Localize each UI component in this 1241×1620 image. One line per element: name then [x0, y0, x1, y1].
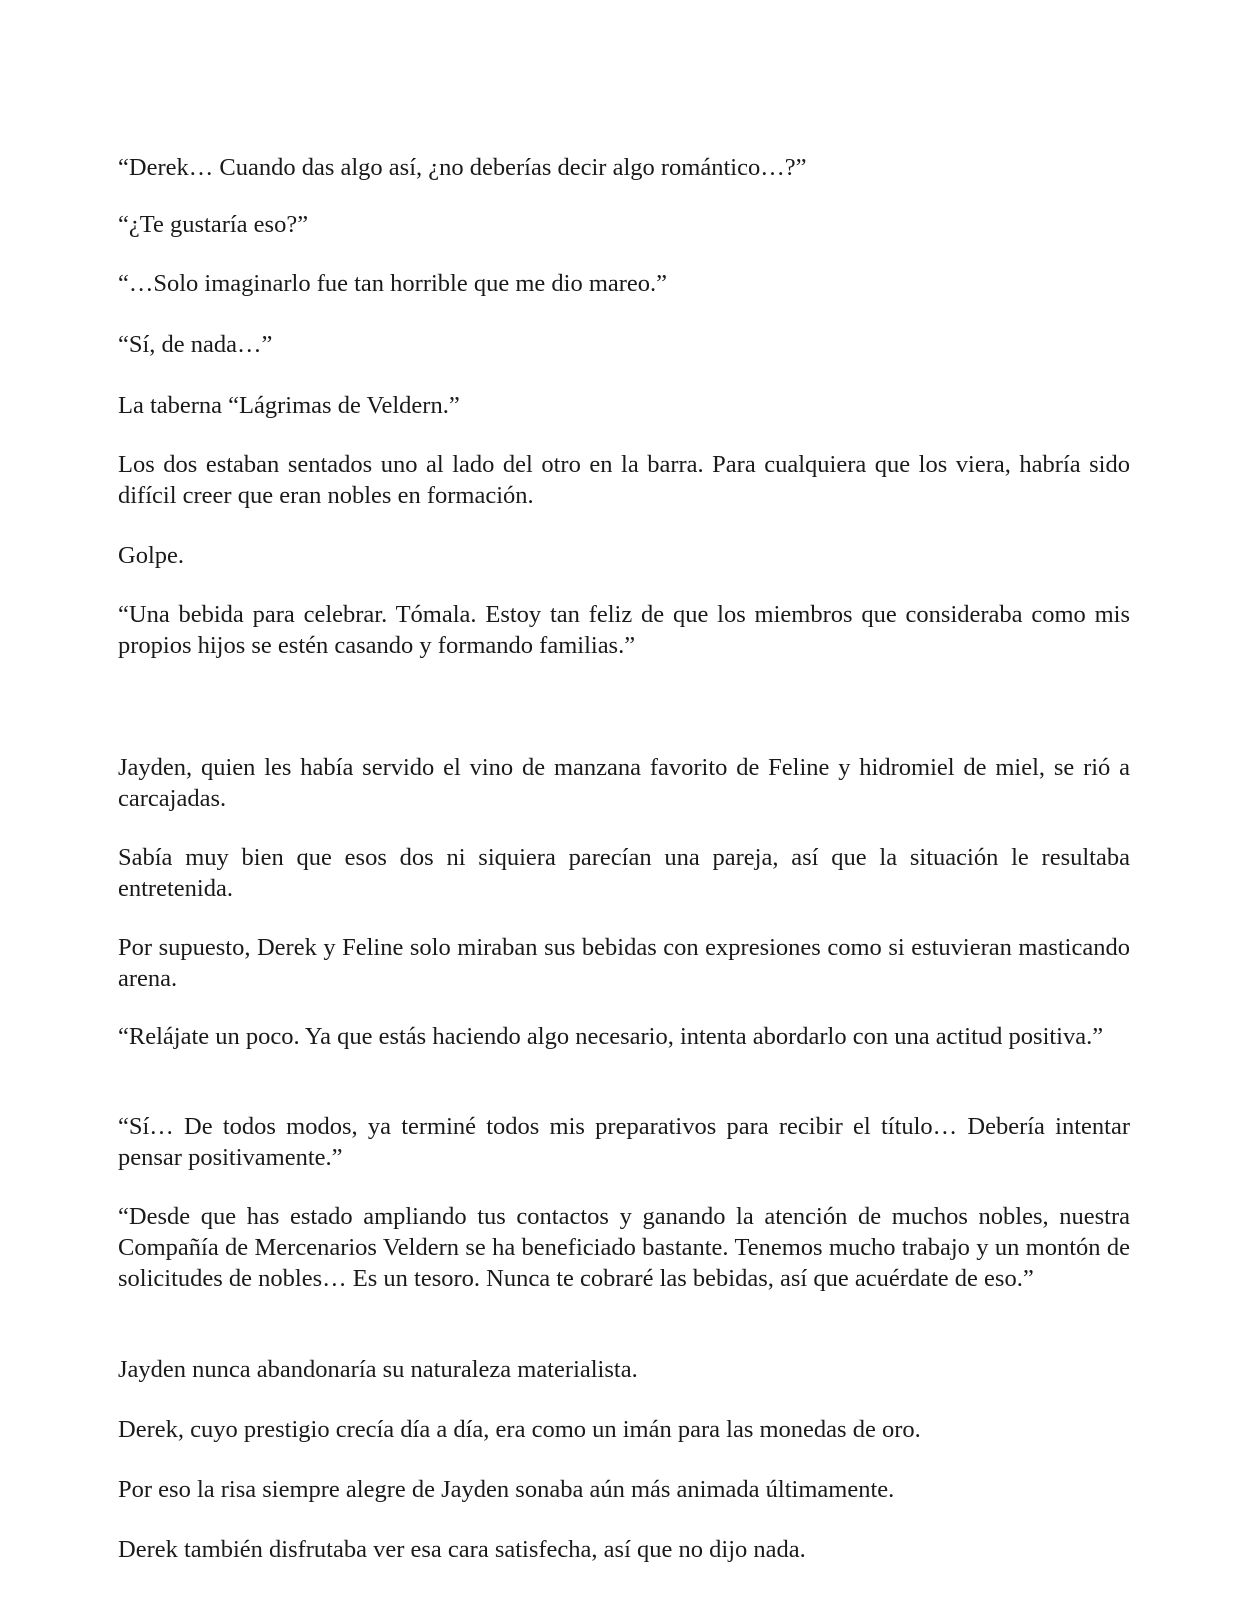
- paragraph-9: Jayden, quien les había servido el vino de manzana favorito de Feline y hidromiel de miel, se rió a carcajadas.: [118, 754, 1130, 812]
- paragraph-5: La taberna “Lágrimas de Veldern.”: [118, 392, 460, 419]
- paragraph-4: “Sí, de nada…”: [118, 331, 273, 358]
- paragraph-18: Derek también disfrutaba ver esa cara satisfecha, así que no dijo nada.: [118, 1536, 806, 1563]
- paragraph-14: “Desde que has estado ampliando tus contactos y ganando la atención de muchos nobles, nuestra Compañía de Mercenarios Veldern se ha beneficiado bastante. Tenemos mucho trabajo y un montón de solicitudes de nobles… Es un tesoro. Nunca te cobraré las bebidas, así que acuérdate de eso.”: [118, 1203, 1130, 1292]
- paragraph-17: Por eso la risa siempre alegre de Jayden sonaba aún más animada últimamente.: [118, 1476, 895, 1503]
- paragraph-3: “…Solo imaginarlo fue tan horrible que me dio mareo.”: [118, 270, 668, 297]
- paragraph-6: Los dos estaban sentados uno al lado del otro en la barra. Para cualquiera que los viera, habría sido difícil creer que eran nobles en formación.: [118, 451, 1130, 509]
- paragraph-12: “Relájate un poco. Ya que estás haciendo algo necesario, intenta abordarlo con una actitud positiva.”: [118, 1023, 1104, 1050]
- paragraph-1: “Derek… Cuando das algo así, ¿no deberías decir algo romántico…?”: [118, 154, 807, 181]
- paragraph-11: Por supuesto, Derek y Feline solo miraban sus bebidas con expresiones como si estuvieran masticando arena.: [118, 934, 1130, 992]
- paragraph-7: Golpe.: [118, 542, 184, 569]
- paragraph-16: Derek, cuyo prestigio crecía día a día, era como un imán para las monedas de oro.: [118, 1416, 921, 1443]
- paragraph-13: “Sí… De todos modos, ya terminé todos mis preparativos para recibir el título… Debería intentar pensar positivamente.”: [118, 1113, 1130, 1171]
- paragraph-2: “¿Te gustaría eso?”: [118, 211, 309, 238]
- paragraph-8: “Una bebida para celebrar. Tómala. Estoy tan feliz de que los miembros que consideraba como mis propios hijos se estén casando y formando familias.”: [118, 601, 1130, 659]
- paragraph-15: Jayden nunca abandonaría su naturaleza materialista.: [118, 1356, 638, 1383]
- paragraph-10: Sabía muy bien que esos dos ni siquiera parecían una pareja, así que la situación le resultaba entretenida.: [118, 844, 1130, 902]
